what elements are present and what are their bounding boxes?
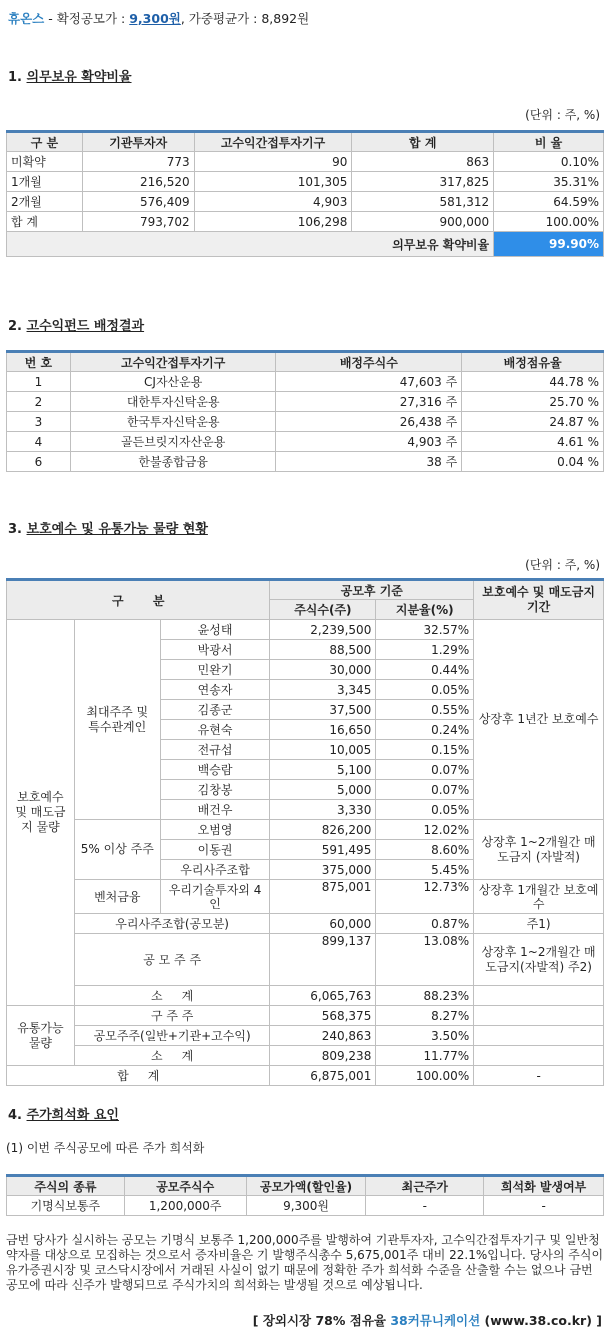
- sec4-num: 4.: [8, 1108, 27, 1123]
- cell: 0.10%: [494, 152, 604, 172]
- cell: 44.78 %: [462, 372, 604, 392]
- cell: 1개월: [7, 172, 83, 192]
- th: 주식의 종류: [7, 1176, 125, 1196]
- cell: 88.23%: [376, 986, 474, 1006]
- cell: 47,603 주: [276, 372, 462, 392]
- cell: 16,650: [270, 720, 376, 740]
- th: 고수익간접투자기구: [70, 352, 276, 372]
- table-row: [7, 880, 604, 914]
- cell: 3: [7, 412, 71, 432]
- summary-row: [7, 232, 604, 257]
- cell: 899,137: [270, 934, 376, 986]
- cell: 90: [194, 152, 352, 172]
- cell: 100.00%: [494, 212, 604, 232]
- th: 번 호: [7, 352, 71, 372]
- table-row: [7, 986, 604, 1006]
- sec3-unit: (단위 : 주, %): [525, 558, 600, 572]
- group-lockup: 보호예수 및 매도금지 물량: [7, 620, 75, 1006]
- cell-empty: [474, 1006, 604, 1026]
- th: 공모가액(할인율): [246, 1176, 366, 1196]
- table-row: [7, 1026, 604, 1046]
- footer-banner: [253, 1311, 602, 1329]
- cell: 8.27%: [376, 1006, 474, 1026]
- fund-allocation-table: [6, 350, 604, 472]
- cell: 1: [7, 372, 71, 392]
- cell: 35.31%: [494, 172, 604, 192]
- cell: 구 주 주: [74, 1006, 270, 1026]
- cell: 합 계: [7, 212, 83, 232]
- group-five: 5% 이상 주주: [74, 820, 160, 880]
- cell: 0.07%: [376, 780, 474, 800]
- sec1-num: 1.: [8, 70, 27, 85]
- cell: 4,903: [194, 192, 352, 212]
- cell: 한국투자신탁운용: [70, 412, 276, 432]
- cell: 0.87%: [376, 914, 474, 934]
- cell: 골든브릿지자산운용: [70, 432, 276, 452]
- table-row: [7, 620, 604, 640]
- sec2-title: [8, 315, 144, 334]
- cell: 100.00%: [376, 1066, 474, 1086]
- cell: 0.07%: [376, 760, 474, 780]
- cell: 5.45%: [376, 860, 474, 880]
- ipo-lock: 상장후 1~2개월간 매도금지(자발적) 주2): [474, 934, 604, 986]
- cell: 11.77%: [376, 1046, 474, 1066]
- cell: 배건우: [160, 800, 270, 820]
- cell: 4: [7, 432, 71, 452]
- cell: 240,863: [270, 1026, 376, 1046]
- table-row: [7, 820, 604, 840]
- cell: 591,495: [270, 840, 376, 860]
- cell: 박광서: [160, 640, 270, 660]
- footer-pre: [ 장외시장 78% 점유율: [252, 1313, 391, 1328]
- table-row: [7, 1006, 604, 1026]
- lockup-commit-table: [6, 130, 604, 257]
- footer-brand-link[interactable]: 38커뮤니케이션: [390, 1313, 481, 1328]
- dilution-paragraph: 금번 당사가 실시하는 공모는 기명식 보통주 1,200,000주를 발행하여 기관투자자, 고수익간접투자기구 및 일반청약자를 대상으로 모집하는 것으로서 증자비율은 기 발행주식총수 5,675,001주 대비 22.1%입니다. 당사의 주식이 유가증권시장 및 코스닥시장에서 거래된 사실이 없기 때문에 정확한 주가 희석화 수준을 산출할 수는 없으나 금번 공모에 따라 신주가 발행되므로 주식가치의 희석화는 발생될 것으로 예상됩니다.: [6, 1233, 604, 1292]
- cell: 875,001: [270, 880, 376, 914]
- cell: 24.87 %: [462, 412, 604, 432]
- cell: 전규섭: [160, 740, 270, 760]
- cell: 576,409: [82, 192, 194, 212]
- th: 고수익간접투자기구: [194, 132, 352, 152]
- cell: 대한투자신탁운용: [70, 392, 276, 412]
- cell: 773: [82, 152, 194, 172]
- cell: 0.15%: [376, 740, 474, 760]
- th-lock-period: 보호예수 및 매도금지 기간: [474, 580, 604, 620]
- th: 배정주식수: [276, 352, 462, 372]
- cell: 0.24%: [376, 720, 474, 740]
- sec2-title-text: 고수익펀드 배정결과: [26, 319, 145, 334]
- sec3-title-text: 보호예수 및 유통가능 물량 현황: [26, 522, 208, 537]
- header-sep: - 확정공모가 :: [44, 11, 130, 26]
- table-row: [7, 914, 604, 934]
- major-lock: 상장후 1년간 보호예수: [474, 620, 604, 820]
- cell: 2,239,500: [270, 620, 376, 640]
- th-ratio: 지분율(%): [376, 600, 474, 620]
- cell: 4.61 %: [462, 432, 604, 452]
- cell: 6: [7, 452, 71, 472]
- cell-empty: [474, 1026, 604, 1046]
- cell: 오범영: [160, 820, 270, 840]
- cell: 우리사주조합: [160, 860, 270, 880]
- cell: 우리사주조합(공모분): [74, 914, 270, 934]
- cell: CJ자산운용: [70, 372, 276, 392]
- cell: 김종군: [160, 700, 270, 720]
- cell: 공 모 주 주: [74, 934, 270, 986]
- cell: 568,375: [270, 1006, 376, 1026]
- table-row: [7, 934, 604, 986]
- group-major: 최대주주 및 특수관계인: [74, 620, 160, 820]
- cell: 2: [7, 392, 71, 412]
- table-row: [7, 392, 604, 412]
- group-venture: 벤처금융: [74, 880, 160, 914]
- th-shares: 주식수(주): [270, 600, 376, 620]
- cell: 13.08%: [376, 934, 474, 986]
- cell: 8.60%: [376, 840, 474, 860]
- cell: 1,200,000주: [124, 1196, 246, 1216]
- cell: 317,825: [352, 172, 494, 192]
- table-row: [7, 1046, 604, 1066]
- esop-lock: 주1): [474, 914, 604, 934]
- cell: 60,000: [270, 914, 376, 934]
- th: 희석화 발생여부: [484, 1176, 604, 1196]
- dilution-table: [6, 1174, 604, 1216]
- cell: 10,005: [270, 740, 376, 760]
- summary-label: 의무보유 확약비율: [7, 232, 494, 257]
- cell: 0.05%: [376, 800, 474, 820]
- cell: 12.02%: [376, 820, 474, 840]
- table-row: [7, 1196, 604, 1216]
- sec3-num: 3.: [8, 522, 27, 537]
- cell: 0.04 %: [462, 452, 604, 472]
- sec2-num: 2.: [8, 319, 27, 334]
- sec3-title: [8, 518, 208, 537]
- th: 합 계: [352, 132, 494, 152]
- th: 비 율: [494, 132, 604, 152]
- five-lock: 상장후 1~2개월간 매도금지 (자발적): [474, 820, 604, 880]
- th-after-ipo: 공모후 기준: [270, 580, 474, 600]
- cell: 미확약: [7, 152, 83, 172]
- cell: 581,312: [352, 192, 494, 212]
- sec4-title: [8, 1104, 119, 1123]
- cell: 37,500: [270, 700, 376, 720]
- cell: 3.50%: [376, 1026, 474, 1046]
- cell: 2개월: [7, 192, 83, 212]
- cell: 유현숙: [160, 720, 270, 740]
- cell: 27,316 주: [276, 392, 462, 412]
- cell: 9,300원: [246, 1196, 366, 1216]
- cell: 64.59%: [494, 192, 604, 212]
- sec1-title: [8, 66, 132, 85]
- company-name: 휴온스: [8, 11, 45, 26]
- table-row: [7, 432, 604, 452]
- th-gubun: 구 분: [7, 580, 270, 620]
- cell: 216,520: [82, 172, 194, 192]
- group-float: 유통가능 물량: [7, 1006, 75, 1066]
- weighted-avg: , 가중평균가 : 8,892원: [180, 11, 310, 26]
- cell: 106,298: [194, 212, 352, 232]
- cell: 3,330: [270, 800, 376, 820]
- cell: 0.44%: [376, 660, 474, 680]
- cell: 4,903 주: [276, 432, 462, 452]
- th: 공모주식수: [124, 1176, 246, 1196]
- cell: 연송자: [160, 680, 270, 700]
- table-row: [7, 1066, 604, 1086]
- th: 최근주가: [366, 1176, 484, 1196]
- table-row: [7, 412, 604, 432]
- cell: 88,500: [270, 640, 376, 660]
- summary-value: 99.90%: [494, 232, 604, 257]
- lockup-status-table: [6, 578, 604, 1086]
- sec4-title-text: 주가희석화 요인: [26, 1108, 119, 1123]
- sec4-sub: (1) 이번 주식공모에 따른 주가 희석화: [6, 1141, 205, 1155]
- cell-empty: [474, 1046, 604, 1066]
- total-lock: -: [474, 1066, 604, 1086]
- table-row: [7, 372, 604, 392]
- venture-lock: 상장후 1개월간 보호예수: [474, 880, 604, 914]
- cell: 한불종합금융: [70, 452, 276, 472]
- cell: 25.70 %: [462, 392, 604, 412]
- cell: 5,100: [270, 760, 376, 780]
- cell: 863: [352, 152, 494, 172]
- sec1-title-text: 의무보유 확약비율: [26, 70, 132, 85]
- cell: 백승람: [160, 760, 270, 780]
- cell: 5,000: [270, 780, 376, 800]
- table-row: [7, 152, 604, 172]
- footer-post: (www.38.co.kr) ]: [480, 1313, 602, 1328]
- table-row: [7, 452, 604, 472]
- cell: 민완기: [160, 660, 270, 680]
- cell: 375,000: [270, 860, 376, 880]
- header-line: [8, 9, 309, 27]
- cell: 101,305: [194, 172, 352, 192]
- cell: 38 주: [276, 452, 462, 472]
- offer-price: 9,300원: [129, 11, 181, 26]
- cell: -: [366, 1196, 484, 1216]
- table-row: [7, 212, 604, 232]
- cell: 이동권: [160, 840, 270, 860]
- cell: 기명식보통주: [7, 1196, 125, 1216]
- cell: 0.55%: [376, 700, 474, 720]
- cell: 합 계: [7, 1066, 270, 1086]
- cell: 0.05%: [376, 680, 474, 700]
- cell: 32.57%: [376, 620, 474, 640]
- cell: 826,200: [270, 820, 376, 840]
- cell: 793,702: [82, 212, 194, 232]
- cell: 윤성태: [160, 620, 270, 640]
- cell: -: [484, 1196, 604, 1216]
- cell: 6,875,001: [270, 1066, 376, 1086]
- table-row: [7, 192, 604, 212]
- cell: 6,065,763: [270, 986, 376, 1006]
- cell: 26,438 주: [276, 412, 462, 432]
- cell: 소 계: [74, 986, 270, 1006]
- cell: 30,000: [270, 660, 376, 680]
- cell: 809,238: [270, 1046, 376, 1066]
- th: 기관투자자: [82, 132, 194, 152]
- cell: 소 계: [74, 1046, 270, 1066]
- cell-empty: [474, 986, 604, 1006]
- cell: 공모주주(일반+기관+고수익): [74, 1026, 270, 1046]
- cell: 12.73%: [376, 880, 474, 914]
- th: 구 분: [7, 132, 83, 152]
- cell: 우리기술투자외 4인: [160, 880, 270, 914]
- cell: 김창봉: [160, 780, 270, 800]
- sec1-unit: (단위 : 주, %): [525, 108, 600, 122]
- table-row: [7, 172, 604, 192]
- cell: 900,000: [352, 212, 494, 232]
- th: 배정점유율: [462, 352, 604, 372]
- cell: 1.29%: [376, 640, 474, 660]
- cell: 3,345: [270, 680, 376, 700]
